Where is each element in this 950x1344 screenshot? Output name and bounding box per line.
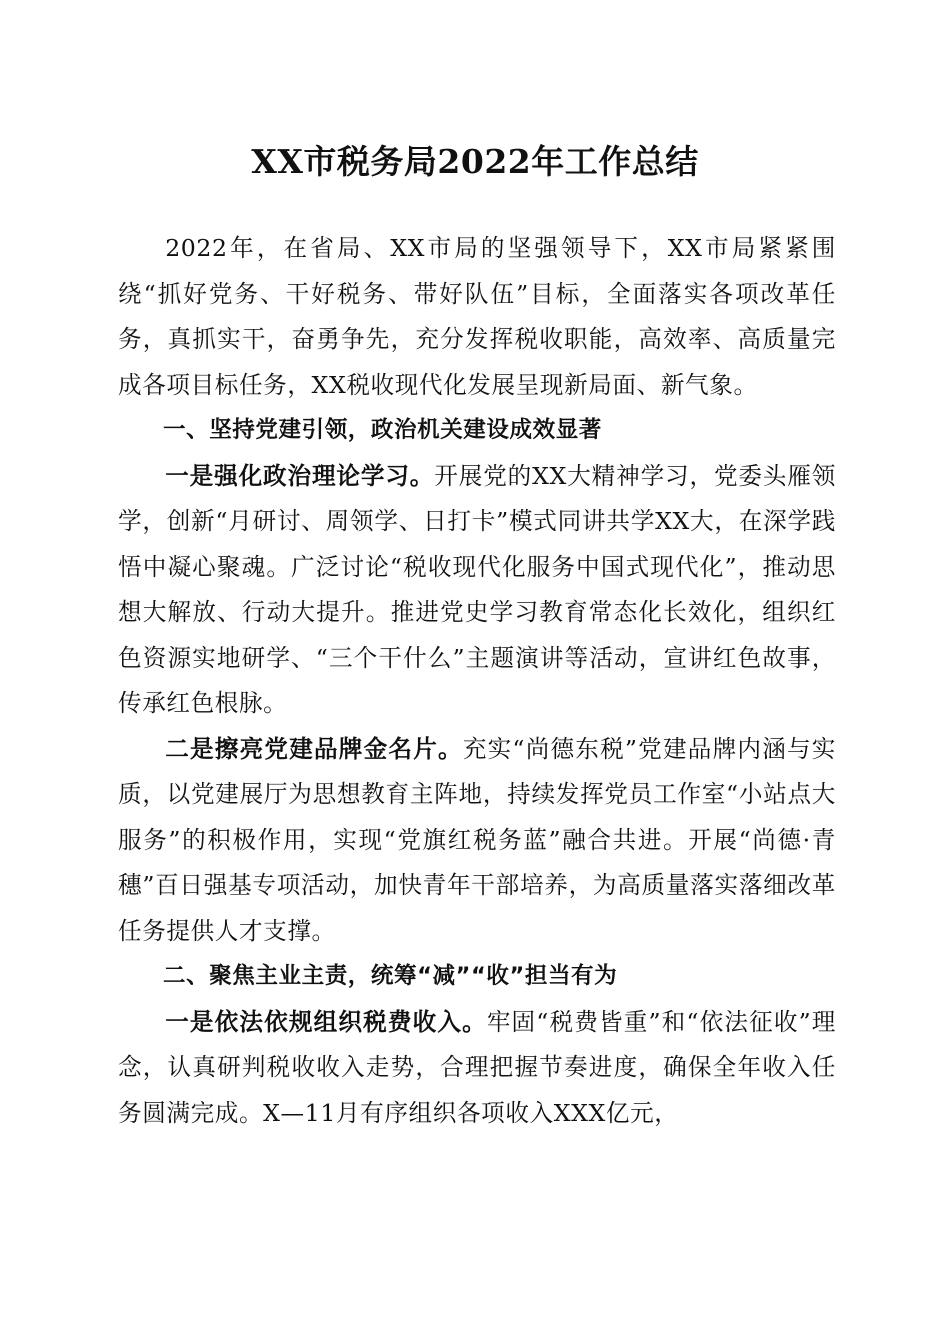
document-title: XX市税务局2022年工作总结 <box>251 142 699 181</box>
section-1-item-2-text: 充实“尚德东税”党建品牌内涵与实质，以党建展厅为思想教育主阵地，持续发挥党员工作室“小站点大服务”的积极作用，实现“党旗红税务蓝”融合共进。开展“尚德·青穗”百日强基专项活动，加快青年干部培养，为高质量落实落细改革任务提供人才支撑。 <box>118 734 836 945</box>
section-1-item-2 <box>118 727 836 955</box>
section-1-heading: 一、坚持党建引领，政治机关建设成效显著 <box>163 417 602 443</box>
section-2-item-1-text: 牢固“税费皆重”和“依法征收”理念，认真研判税收收入走势，合理把握节奏进度，确保全年收入任务圆满完成。X—11月有序组织各项收入XXX亿元， <box>118 1007 836 1127</box>
section-1-item-1-text: 开展党的XX大精神学习，党委头雁领学，创新“月研讨、周领学、日打卡”模式同讲共学XX大，在深学践悟中凝心聚魂。广泛讨论“税收现代化服务中国式现代化”，推动思想大解放、行动大提升。推进党史学习教育常态化长效化，组织红色资源实地研学、“三个干什么”主题演讲等活动，宣讲红色故事，传承红色根脉。 <box>118 461 836 717</box>
section-1-item-1 <box>118 454 836 727</box>
section-1-item-2-lead: 二是擦亮党建品牌金名片。 <box>165 734 463 763</box>
document-body <box>118 226 836 1136</box>
section-2-heading: 二、聚焦主业主责，统筹“减”“收”担当有为 <box>163 963 618 989</box>
section-2-item-1 <box>118 1000 836 1137</box>
section-2-item-1-lead: 一是依法依规组织税费收入。 <box>165 1007 487 1036</box>
section-1-item-1-lead: 一是强化政治理论学习。 <box>165 461 435 490</box>
intro-paragraph: 2022年，在省局、XX市局的坚强领导下，XX市局紧紧围绕“抓好党务、干好税务、带好队伍”目标，全面落实各项改革任务，真抓实干，奋勇争先，充分发挥税收职能，高效率、高质量完成各项目标任务，XX税收现代化发展呈现新局面、新气象。 <box>118 234 836 399</box>
